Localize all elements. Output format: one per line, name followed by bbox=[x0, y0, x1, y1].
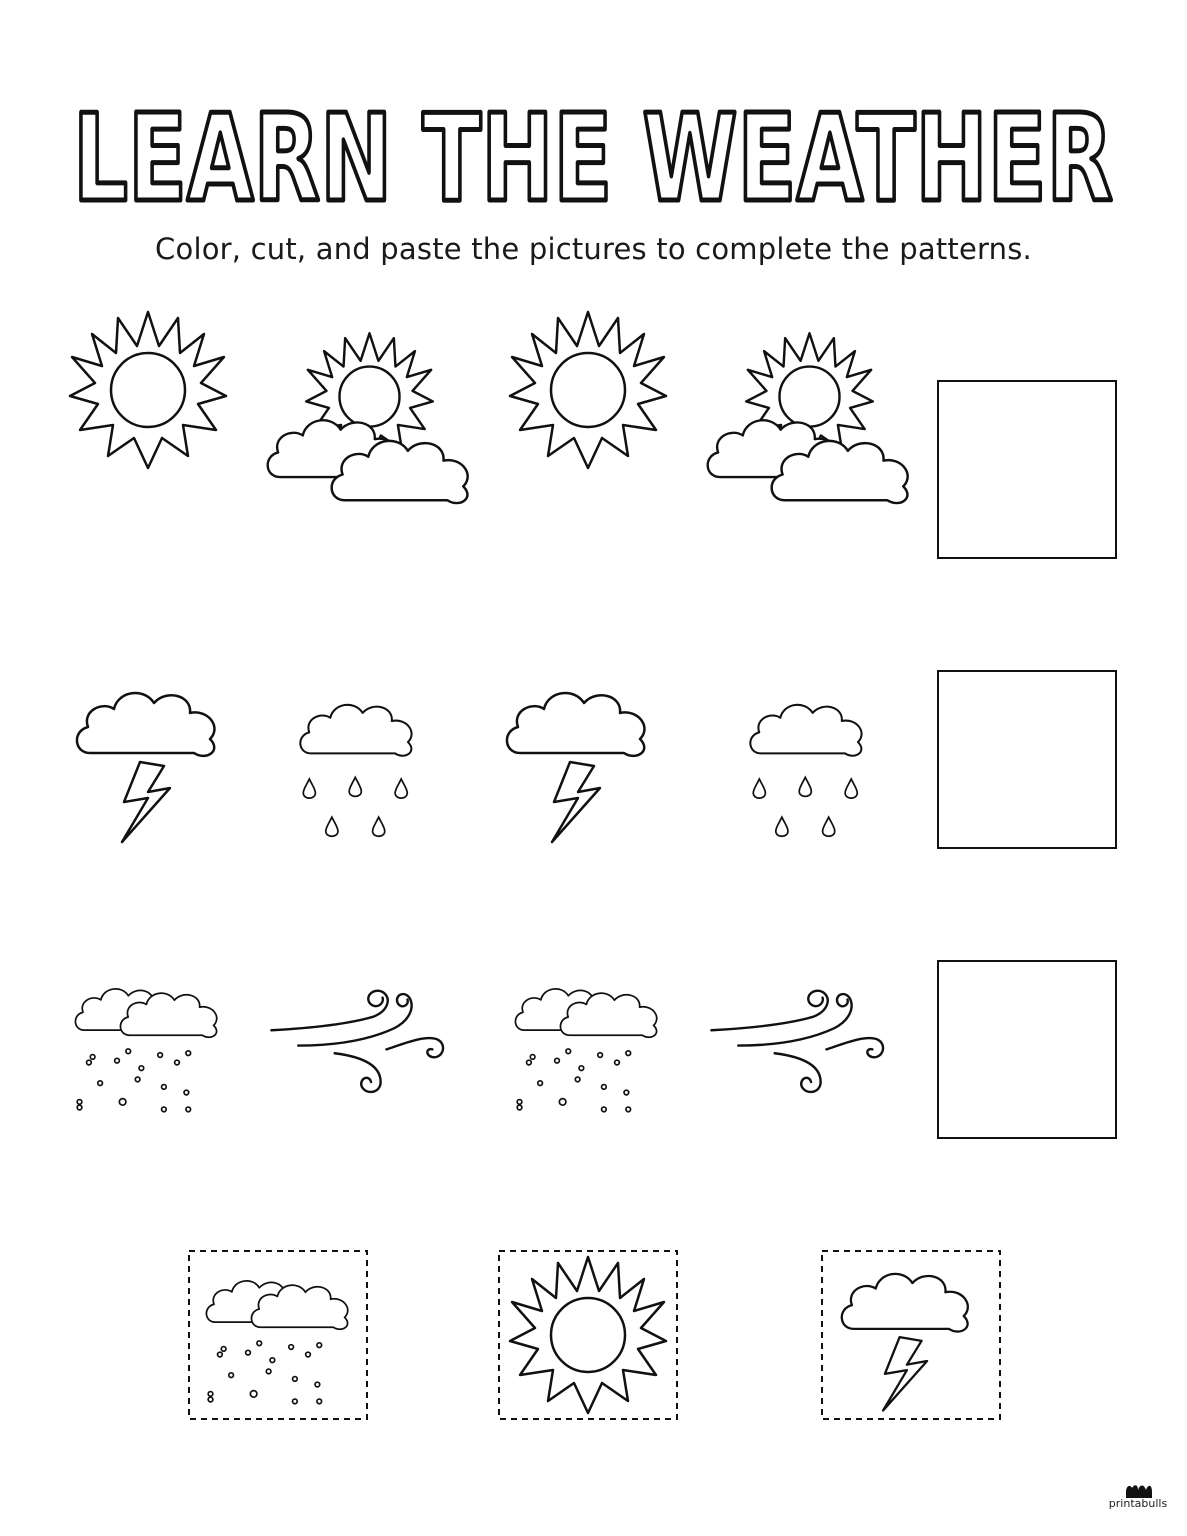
wind-icon bbox=[271, 991, 443, 1092]
hail-cloud-icon bbox=[515, 989, 656, 1112]
cutout-hail[interactable] bbox=[189, 1251, 367, 1419]
pattern-row-3 bbox=[75, 961, 1116, 1138]
hail-cloud-icon bbox=[206, 1281, 347, 1404]
pattern-row-2 bbox=[77, 671, 1116, 848]
sun-icon bbox=[70, 312, 226, 468]
brand-text: printabulls bbox=[1108, 1497, 1168, 1510]
thunderstorm-icon bbox=[842, 1274, 968, 1411]
pattern-row-1 bbox=[70, 312, 1116, 558]
cutout-sun[interactable] bbox=[499, 1251, 677, 1419]
thunderstorm-icon bbox=[507, 693, 645, 842]
answer-box-1[interactable] bbox=[938, 381, 1116, 558]
instructions-text: Color, cut, and paste the pictures to complete the patterns. bbox=[155, 232, 1032, 266]
title-text: LEARN THE WEATHER bbox=[73, 95, 1113, 225]
cutout-row bbox=[189, 1251, 1000, 1419]
wind-icon bbox=[711, 991, 883, 1092]
sun-icon bbox=[510, 1257, 666, 1413]
partly-cloudy-icon bbox=[708, 333, 908, 503]
rain-cloud-icon bbox=[750, 705, 861, 836]
answer-box-2[interactable] bbox=[938, 671, 1116, 848]
cutout-thunderstorm[interactable] bbox=[822, 1251, 1000, 1419]
partly-cloudy-icon bbox=[268, 333, 468, 503]
thunderstorm-icon bbox=[77, 693, 215, 842]
answer-box-3[interactable] bbox=[938, 961, 1116, 1138]
rain-cloud-icon bbox=[300, 705, 411, 836]
hail-cloud-icon bbox=[75, 989, 216, 1112]
sun-icon bbox=[510, 312, 666, 468]
